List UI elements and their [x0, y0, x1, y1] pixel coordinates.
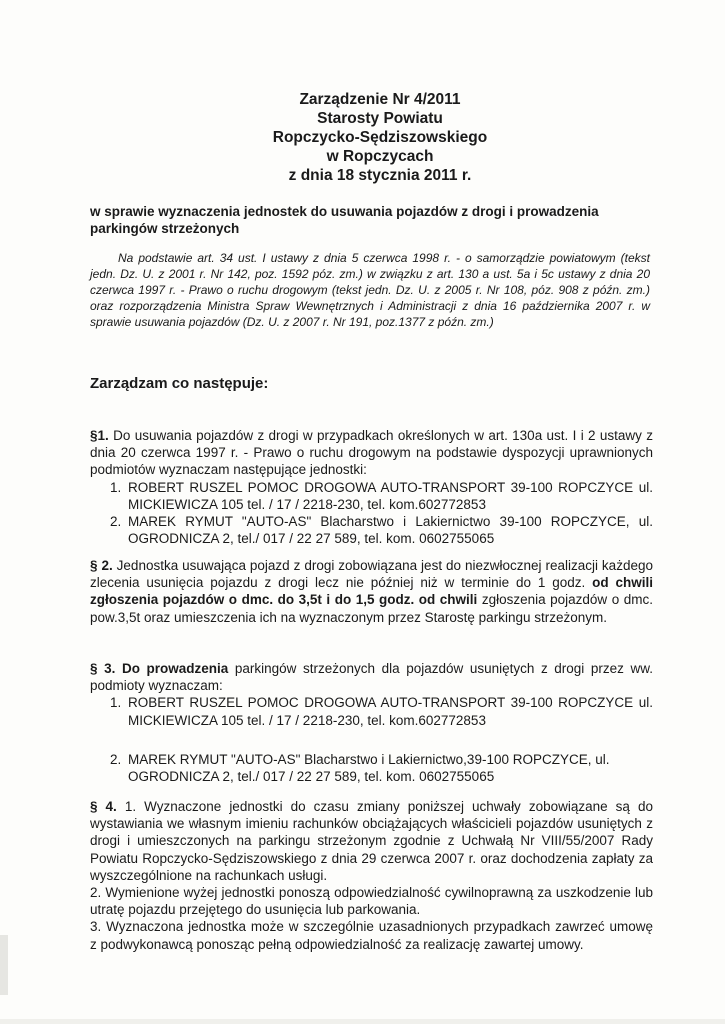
document-header — [230, 90, 530, 185]
header-date: z dnia 18 stycznia 2011 r. — [288, 167, 472, 184]
list-item — [90, 694, 653, 728]
section-1-list — [90, 479, 653, 548]
header-county: Ropczycko-Sędziszowskiego — [272, 129, 488, 146]
scan-bottom-edge — [0, 1019, 725, 1024]
section-3-list — [90, 694, 653, 728]
section-3-text: parkingów strzeżonych dla pojazdów usuniętych z drogi przez ww. podmioty wyznaczam: — [90, 661, 653, 694]
section-3-label: § 3. — [90, 661, 116, 676]
list-item-text: ROBERT RUSZEL POMOC DROGOWA AUTO-TRANSPORT 39-100 ROPCZYCE ul. MICKIEWICZA 105 tel. / 17 / 2218-230, tel. kom.602772853 — [128, 695, 653, 728]
section-3-item-2 — [90, 751, 653, 785]
list-item-text: MAREK RYMUT "AUTO-AS" Blacharstwo i Lakiernictwo,39-100 ROPCZYCE, ul. OGRODNICZA 2, tel./ 017 / 22 27 589, tel. kom. 0602755065 — [128, 752, 610, 785]
section-4-p1-number: 1. — [124, 799, 137, 814]
section-2-text-c: zgłoszenia pojazdów o dmc. pow.3,5t oraz umieszczenia ich na wyznaczonym przez Starostę parkingu strzeżonym. — [90, 592, 653, 625]
list-item-number: 2. — [110, 514, 122, 530]
list-item — [90, 751, 653, 785]
list-item-text: MAREK RYMUT "AUTO-AS" Blacharstwo i Lakiernictwo 39-100 ROPCZYCE, ul. OGRODNICZA 2, tel./ 017 / 22 27 589, tel. kom. 0602755065 — [128, 514, 653, 547]
section-2-text-b: od chwili zgłoszenia pojazdów o dmc. do 3,5t i do 1,5 godz. od chwili — [90, 575, 653, 608]
list-item-number: 1. — [110, 479, 122, 495]
section-2-label: § 2. — [90, 558, 113, 573]
list-item — [90, 479, 653, 513]
list-item — [90, 513, 653, 547]
section-4-p1-text: Wyznaczone jednostki do czasu zmiany poniższej uchwały zobowiązane są do wystawiania we własnym imieniu rachunków obciążających właścicieli pojazdów usuniętych z drogi i umieszczonych na parkingu strzeżonym zgodnie z Uchwałą Nr VIII/55/2007 Rady Powiatu Ropczycko-Sędziszowskiego z dnia 29 czerwca 2007 r. oraz dochodzenia zapłaty za wyszczególnione na rachunkach usługi. — [90, 799, 653, 883]
section-4-paragraph-1 — [90, 798, 653, 884]
section-1-label: §1. — [90, 428, 109, 443]
section-4-paragraph-3: 3. Wyznaczona jednostka może w szczególnie uzasadnionych przypadkach zawrzeć umowę z podwykonawcą ponosząc pełną odpowiedzialność za realizację zawartej umowy. — [90, 919, 653, 952]
order-heading: Zarządzam co następuje: — [90, 375, 269, 392]
section-4-label: § 4. — [90, 799, 117, 814]
section-1 — [90, 427, 653, 547]
legal-basis-paragraph: Na podstawie art. 34 ust. I ustawy z dnia 5 czerwca 1998 r. - o samorządzie powiatowym (tekst jedn. Dz. U. z 2001 r. Nr 142, poz. 1592 póz. zm.) w związku z art. 130 a ust. 5a i 5c ustawy z dnia 20 czerwca 1997 r. - Prawo o ruchu drogowym (tekst jedn. Dz. U. z 2005 r. Nr 108, póz. 908 z późn. zm.) oraz rozporządzenia Ministra Spraw Wewnętrznych i Administracji z dnia 16 października 2007 r. w sprawie usuwania pojazdów (Dz. U. z 2007 r. Nr 191, poz.1377 z późn. zm.) — [90, 251, 650, 329]
header-location: w Ropczycach — [326, 148, 434, 165]
section-3 — [90, 660, 653, 729]
section-4-paragraph-2: 2. Wymienione wyżej jednostki ponoszą odpowiedzialność cywilnoprawną za uszkodzenie lub utratę pojazdu przejętego do usunięcia lub parkowania. — [90, 885, 653, 918]
list-item-text: ROBERT RUSZEL POMOC DROGOWA AUTO-TRANSPORT 39-100 ROPCZYCE ul. MICKIEWICZA 105 tel. / 17 / 2218-230, tel. kom.602772853 — [128, 479, 653, 512]
header-order-number: Zarządzenie Nr 4/2011 — [299, 91, 461, 108]
section-4 — [90, 798, 653, 953]
document-subject: w sprawie wyznaczenia jednostek do usuwania pojazdów z drogi i prowadzenia parkingów strzeżonych — [90, 204, 599, 236]
scan-edge-mark — [0, 935, 8, 995]
list-item-number: 2. — [110, 752, 122, 767]
section-3-text-bold: Do prowadzenia — [121, 661, 229, 676]
list-item-number: 1. — [110, 695, 122, 711]
section-3-list-2 — [90, 751, 653, 785]
section-1-intro — [90, 427, 653, 479]
section-2-text-a: Jednostka usuwająca pojazd z drogi zobowiązana jest do niezwłocznej realizacji każdego zlecenia usunięcia pojazdu z drogi lecz nie później niż w terminie do 1 godz. — [90, 558, 653, 591]
header-issuer: Starosty Powiatu — [317, 110, 443, 127]
section-2 — [90, 557, 653, 626]
section-3-intro — [90, 660, 653, 694]
section-1-text: Do usuwania pojazdów z drogi w przypadkach określonych w art. 130a ust. I i 2 ustawy z dnia 20 czerwca 1997 r. - Prawo o ruchu drogowym na podstawie dyspozycji uprawnionych podmiotów wyznaczam następujące jednostki: — [90, 428, 653, 478]
